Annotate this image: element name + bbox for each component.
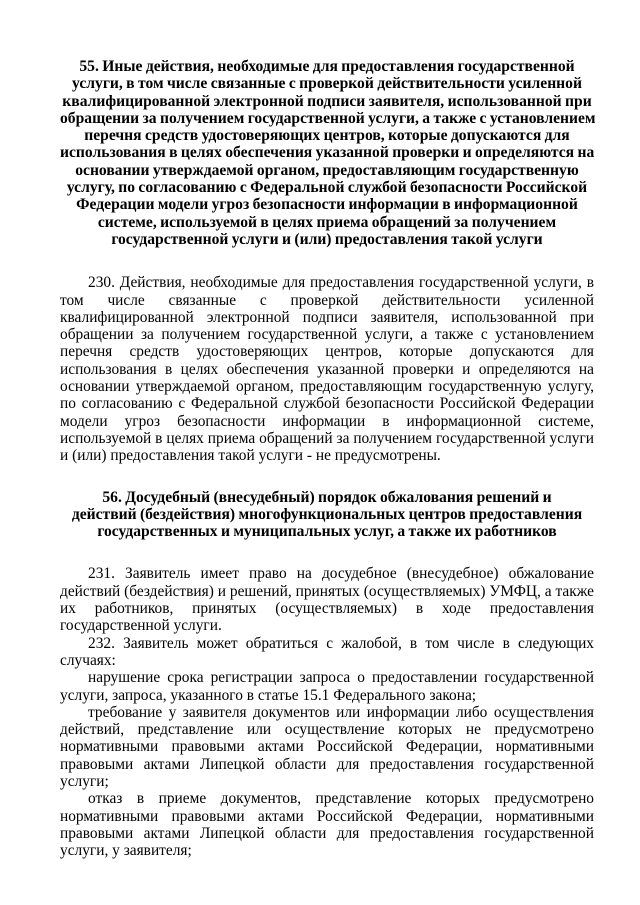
heading-line: государственной услуги и (или) предоставления такой услуги xyxy=(111,230,543,248)
heading-line: использования в целях обеспечения указанной проверки и определяются на xyxy=(60,144,595,162)
heading-line: услугу, по согласованию с Федеральной службой безопасности Российской xyxy=(66,179,588,197)
heading-line: государственных и муниципальных услуг, а также их работников xyxy=(97,523,557,541)
section-56-heading xyxy=(60,489,594,541)
heading-line: 56. Досудебный (внесудебный) порядок обжалования решений и xyxy=(102,488,552,506)
heading-line: обращении за получением государственной услуги, а также с установлением xyxy=(60,109,596,127)
list-item-extra-documents-requirement: требование у заявителя документов или информации либо осуществления действий, представление или осуществление которых не предусмотрено нормативными правовыми актами Российской Федерации, нормативными правовыми актами Липецкой области для предоставления государственной услуги; xyxy=(60,703,594,790)
paragraph-232: 232. Заявитель может обратиться с жалобой, в том числе в следующих случаях: xyxy=(60,634,594,669)
heading-line: услуги, в том числе связанные с проверкой действительности усиленной xyxy=(72,75,582,93)
heading-line: Федерации модели угроз безопасности информации в информационной xyxy=(76,196,578,214)
heading-line: основании утверждаемой органом, предоставляющим государственную xyxy=(75,161,579,179)
paragraph-231: 231. Заявитель имеет право на досудебное (внесудебное) обжалование действий (бездействия) и решений, принятых (осуществляемых) УМФЦ, а также их работников, принятых (осуществляемых) в ходе предоставления государственной услуги. xyxy=(60,565,594,635)
list-item-registration-violation: нарушение срока регистрации запроса о предоставлении государственной услуги, запроса, указанного в статье 15.1 Федерального закона; xyxy=(60,669,594,704)
heading-line: квалифицированной электронной подписи заявителя, использованной при xyxy=(62,92,592,110)
document-page xyxy=(60,58,594,859)
heading-line: действий (бездействия) многофункциональных центров предоставления xyxy=(71,505,583,523)
heading-line: перечня средств удостоверяющих центров, которые допускаются для xyxy=(84,127,570,145)
section-55-heading xyxy=(60,58,594,248)
heading-line: системе, используемой в целях приема обращений за получением xyxy=(97,213,557,231)
heading-line: 55. Иные действия, необходимые для предоставления государственной xyxy=(79,58,575,75)
list-item-document-refusal: отказ в приеме документов, представление которых предусмотрено нормативными правовыми актами Российской Федерации, нормативными правовыми актами Липецкой области для предоставления государственной услуги, у заявителя; xyxy=(60,790,594,860)
paragraph-230: 230. Действия, необходимые для предоставления государственной услуги, в том числе связанные с проверкой действительности усиленной квалифицированной электронной подписи заявителя, использованной при обращении за получением государственной услуги, а также с установлением перечня средств удостоверяющих центров, которые допускаются для использования в целях обеспечения указанной проверки и определяются на основании утверждаемой органом, предоставляющим государственную услугу, по согласованию с Федеральной службой безопасности Российской Федерации модели угроз безопасности информации в информационной системе, используемой в целях приема обращений за получением государственной услуги и (или) предоставления такой услуги - не предусмотрены. xyxy=(60,274,594,465)
